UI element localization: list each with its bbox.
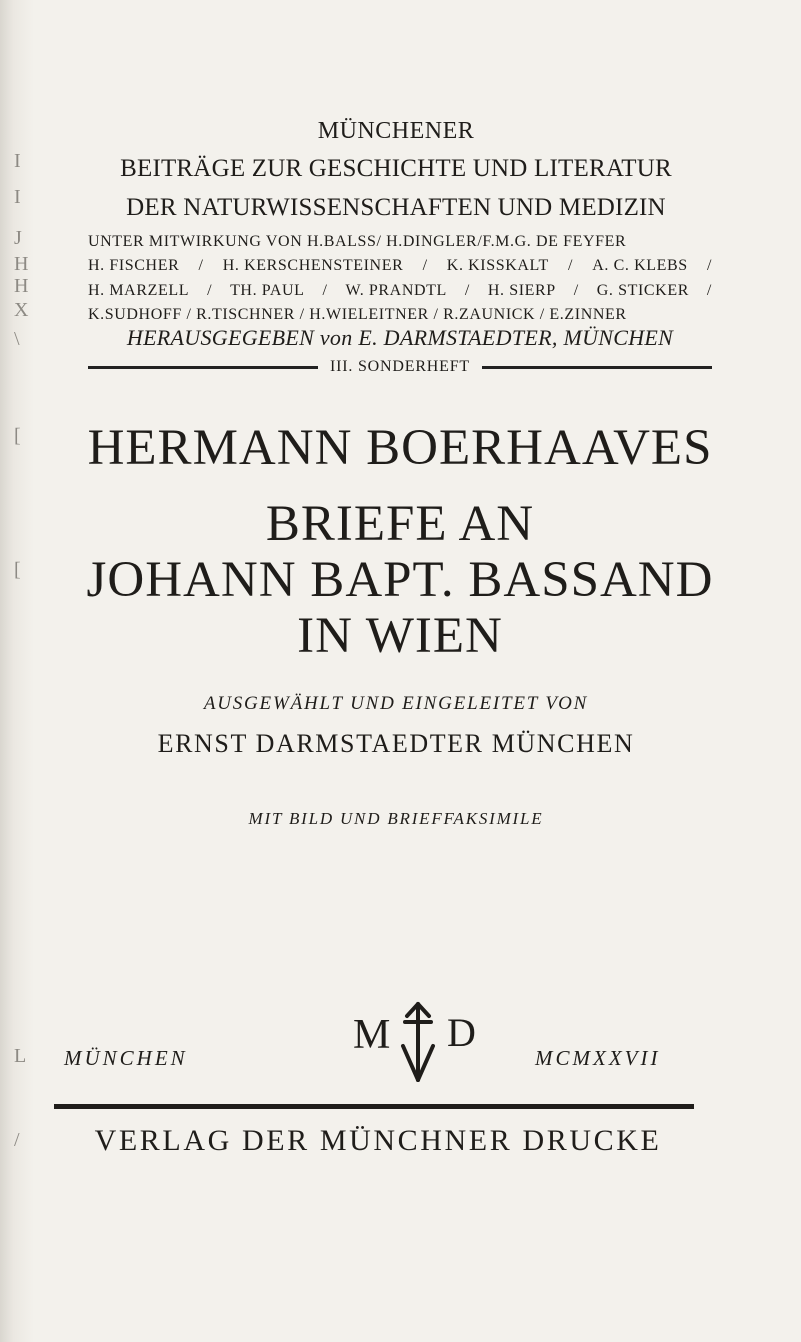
separator: / <box>573 282 579 299</box>
book-title-line-4: IN WIEN <box>297 608 503 664</box>
editor-line: HERAUSGEGEBEN von E. DARMSTAEDTER, MÜNCHEN <box>126 325 674 350</box>
contributors-row-3 <box>88 282 712 300</box>
contributor-name: G. STICKER <box>596 282 689 299</box>
separator: / <box>422 257 428 274</box>
book-title-line-3: JOHANN BAPT. BASSAND <box>86 552 714 608</box>
divider <box>482 366 712 369</box>
issue-rule <box>88 357 712 377</box>
author-line: ERNST DARMSTAEDTER MÜNCHEN <box>157 729 635 758</box>
separator: / <box>706 282 712 299</box>
separator: / <box>706 257 712 274</box>
contributors-row-1 <box>88 233 712 251</box>
contributors-row-4 <box>88 306 712 324</box>
contributor-name: H. MARZELL <box>88 282 190 299</box>
separator: / <box>568 257 574 274</box>
contributors-text: K.SUDHOFF / R.TISCHNER / H.WIELEITNER / R.ZAUNICK / E.ZINNER <box>88 306 627 323</box>
contributor-name: W. PRANDTL <box>345 282 447 299</box>
separator: / <box>207 282 213 299</box>
logo-letter-d: D <box>447 1010 476 1055</box>
contributor-name: K. KISSKALT <box>446 257 549 274</box>
separator: / <box>464 282 470 299</box>
publisher-logo-icon <box>343 1000 493 1082</box>
imprint-city: MÜNCHEN <box>64 1046 188 1070</box>
publisher-name: VERLAG DER MÜNCHNER DRUCKE <box>94 1124 662 1157</box>
contributors-row-2 <box>88 257 712 275</box>
contributor-name: H. SIERP <box>487 282 556 299</box>
logo-emblem <box>403 1004 433 1080</box>
separator: / <box>322 282 328 299</box>
contributor-name: TH. PAUL <box>230 282 305 299</box>
illustration-note: MIT BILD UND BRIEFFAKSIMILE <box>248 809 544 828</box>
selected-by-line: AUSGEWÄHLT UND EINGELEITET VON <box>203 693 589 714</box>
book-title-line-1: HERMANN BOERHAAVES <box>87 420 713 476</box>
separator: / <box>198 257 204 274</box>
series-subtitle-line-1: BEITRÄGE ZUR GESCHICHTE UND LITERATUR <box>120 155 672 182</box>
series-title: MÜNCHENER <box>317 118 475 144</box>
contributor-name: A. C. KLEBS <box>592 257 688 274</box>
logo-letter-m: M <box>353 1012 391 1058</box>
imprint-year: MCMXXVII <box>535 1046 661 1070</box>
book-title-line-2: BRIEFE AN <box>265 496 535 552</box>
divider <box>54 1104 694 1109</box>
series-subtitle-line-2: DER NATURWISSENSCHAFTEN UND MEDIZIN <box>126 194 666 221</box>
issue-label: III. SONDERHEFT <box>330 358 470 375</box>
divider <box>88 366 318 369</box>
contributor-name: H. KERSCHENSTEINER <box>222 257 404 274</box>
contributor-name: H. FISCHER <box>88 257 180 274</box>
contributors-text: UNTER MITWIRKUNG VON H.BALSS/ H.DINGLER/F.M.G. DE FEYFER <box>88 233 627 250</box>
gutter-show-through-marks: I I J H H X \ [ [ L / <box>14 150 29 1151</box>
